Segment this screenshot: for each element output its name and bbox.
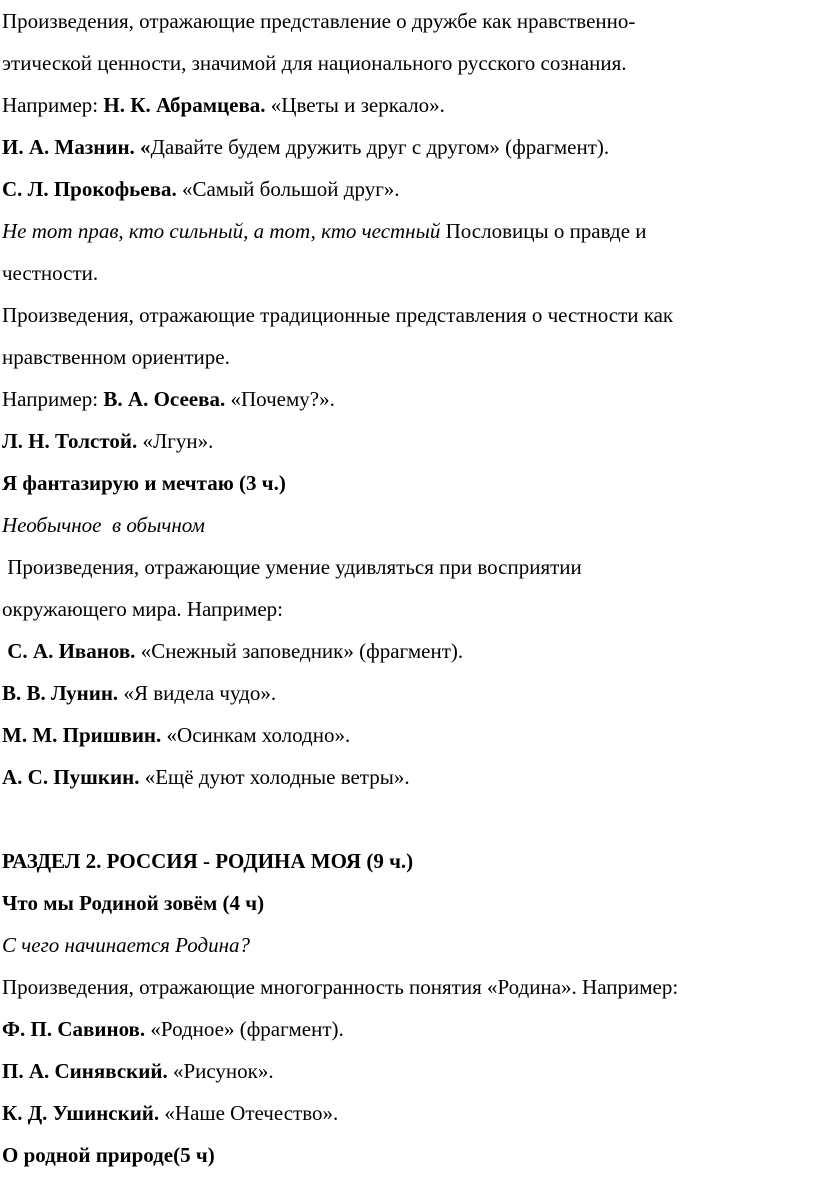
example-line <box>0 638 816 664</box>
paragraph-line <box>0 344 816 370</box>
subsection-title: Что мы Родиной зовём (4 ч) <box>2 891 265 915</box>
text: этической ценности, значимой для национального русского сознания. <box>2 51 627 75</box>
work-title: «Снежный заповедник» (фрагмент). <box>135 639 464 663</box>
example-prefix: Например: <box>2 93 104 117</box>
author-name: С. А. Иванов. <box>2 639 136 663</box>
author-name: В. А. Осеева. <box>103 387 226 411</box>
topic-line <box>0 512 816 538</box>
author-name: П. А. Синявский. <box>2 1059 168 1083</box>
work-title: «Рисунок». <box>167 1059 274 1083</box>
text: Произведения, отражающие представление о дружбе как нравственно- <box>2 9 636 33</box>
subsection-heading <box>0 890 816 916</box>
author-name: А. С. Пушкин. <box>2 765 140 789</box>
text: Произведения, отражающие многогранность понятия «Родина». Например: <box>2 975 679 999</box>
section-title: Я фантазирую и мечтаю (3 ч.) <box>2 471 286 495</box>
text: окружающего мира. Например: <box>2 597 283 621</box>
work-title: «Родное» (фрагмент). <box>145 1017 344 1041</box>
work-title: «Цветы и зеркало». <box>265 93 445 117</box>
section-heading <box>0 848 816 874</box>
topic-line <box>0 218 816 244</box>
work-title: «Я видела чудо». <box>118 681 277 705</box>
example-line <box>0 722 816 748</box>
author-name: Ф. П. Савинов. <box>2 1017 146 1041</box>
paragraph-line <box>0 8 816 34</box>
work-title: «Наше Отечество». <box>159 1101 339 1125</box>
example-line <box>0 176 816 202</box>
work-title: «Самый большой друг». <box>176 177 400 201</box>
example-line <box>0 386 816 412</box>
example-line <box>0 764 816 790</box>
topic-line <box>0 932 816 958</box>
topic-title: Не тот прав, кто сильный, а тот, кто честный <box>2 219 441 243</box>
subsection-title: О родной природе(5 ч) <box>2 1143 215 1167</box>
section-title: РАЗДЕЛ 2. РОССИЯ - РОДИНА МОЯ (9 ч.) <box>2 849 414 873</box>
example-line <box>0 1016 816 1042</box>
paragraph-line <box>0 302 816 328</box>
example-line <box>0 680 816 706</box>
example-line <box>0 1058 816 1084</box>
text: Произведения, отражающие умение удивляться при восприятии <box>2 555 582 579</box>
paragraph-line <box>0 596 816 622</box>
paragraph-line <box>0 260 816 286</box>
text: честности. <box>2 261 99 285</box>
work-title: Давайте будем дружить друг с другом» (фрагмент). <box>150 135 610 159</box>
example-prefix: Например: <box>2 387 104 411</box>
author-name: Л. Н. Толстой. <box>2 429 138 453</box>
author-name: И. А. Мазнин. « <box>2 135 151 159</box>
example-line <box>0 92 816 118</box>
example-line <box>0 1100 816 1126</box>
paragraph-line <box>0 974 816 1000</box>
work-title: «Ещё дуют холодные ветры». <box>139 765 410 789</box>
author-name: Н. К. Абрамцева. <box>103 93 266 117</box>
subsection-heading <box>0 1142 816 1168</box>
example-line <box>0 428 816 454</box>
topic-title: Необычное в обычном <box>2 513 205 537</box>
author-name: С. Л. Прокофьева. <box>2 177 177 201</box>
author-name: В. В. Лунин. <box>2 681 119 705</box>
text: Произведения, отражающие традиционные представления о честности как <box>2 303 674 327</box>
text: нравственном ориентире. <box>2 345 230 369</box>
section-heading <box>0 470 816 496</box>
work-title: «Лгун». <box>137 429 214 453</box>
work-title: «Осинкам холодно». <box>161 723 351 747</box>
example-line <box>0 134 816 160</box>
author-name: М. М. Пришвин. <box>2 723 162 747</box>
work-title: «Почему?». <box>225 387 335 411</box>
text: Пословицы о правде и <box>440 219 647 243</box>
paragraph-line <box>0 554 816 580</box>
paragraph-line <box>0 50 816 76</box>
topic-title: С чего начинается Родина? <box>2 933 250 957</box>
author-name: К. Д. Ушинский. <box>2 1101 160 1125</box>
